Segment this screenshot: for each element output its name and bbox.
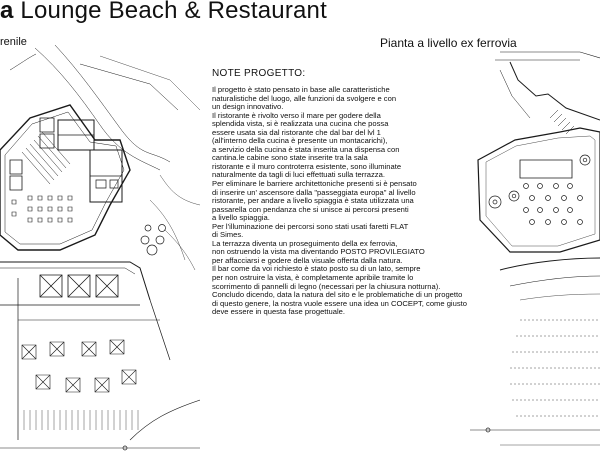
notes-line: per affacciarsi e godere della visuale offerta dalla natura. (212, 255, 403, 265)
notes-line: a servizio della cucina è stata inserita una dispensa con (212, 144, 400, 154)
notes-line: Per l'illuminazione dei percorsi sono stati usati faretti FLAT (212, 221, 409, 231)
notes-line: ristorante, per andare a livello spiaggia è stata utilizzata una (212, 196, 414, 206)
notes-line: di Simes. (212, 230, 244, 240)
notes-line: essere usata sia dal ristorante che dal bar del lvl 1 (212, 127, 381, 137)
notes-line: naturalmente da tagli di luci effettuati sulla terrazza. (212, 170, 385, 180)
notes-line: La terrazza diventa un proseguimento della ex ferrovia, (212, 238, 398, 248)
notes-heading: NOTE PROGETTO: (212, 68, 306, 79)
right-floor-plan (440, 0, 600, 460)
notes-line: non ostruendo la vista ma diventando POSTO PROVILEGIATO (212, 247, 425, 257)
notes-body (212, 85, 467, 317)
title-rest: Lounge Beach & Restaurant (13, 0, 327, 24)
notes-line: Il bar come da voi richiesto è stato posto su di un lato, sempre (212, 264, 421, 274)
notes-line: naturalistiche del luogo, alle funzioni da svolgere e con (212, 93, 397, 103)
notes-line: a livello spiaggia. (212, 213, 270, 223)
notes-line: ristorante e il muro controterra esistente, sono illuminate (212, 161, 402, 171)
right-plan-subtitle: Pianta a livello ex ferrovia (380, 36, 517, 50)
notes-line: Per eliminare le barriere architettoniche presenti si è pensato (212, 179, 417, 189)
notes-line: Il progetto è stato pensato in base alle caratteristiche (212, 85, 390, 94)
notes-line: cantina.le cabine sono state inserite tra la sala (212, 153, 368, 163)
left-floor-plan (0, 0, 200, 460)
title-bold-part: a (0, 0, 14, 24)
notes-line: di inserire un' ascensore dalla "passeggiata europa" al livello (212, 187, 416, 197)
notes-line: Il ristorante è rivolto verso il mare per godere della (212, 110, 381, 120)
notes-line: splendida vista, si è realizzata una cucina che possa (212, 119, 389, 129)
notes-line: passarella con pendanza che si unisce ai percorsi presenti (212, 204, 409, 214)
notes-line: Concludo dicendo, data la natura del sito e le problematiche di un progetto (212, 290, 463, 300)
notes-line: di questo genere, la nostra vuole essere una idea un COCEPT, come giusto (212, 298, 467, 308)
notes-line: un design innovativo. (212, 102, 284, 112)
notes-line: scorrimento di pannelli di legno (necessari per la chiusura notturna). (212, 281, 441, 291)
notes-line: (all'interno della cucina è presente un montacarichi), (212, 136, 388, 146)
notes-line: deve essere in questa fase progettuale. (212, 307, 345, 317)
notes-line: per non ostruire la vista, è completamente apribile tramite lo (212, 273, 414, 283)
left-plan-subtitle: renile (0, 36, 27, 48)
